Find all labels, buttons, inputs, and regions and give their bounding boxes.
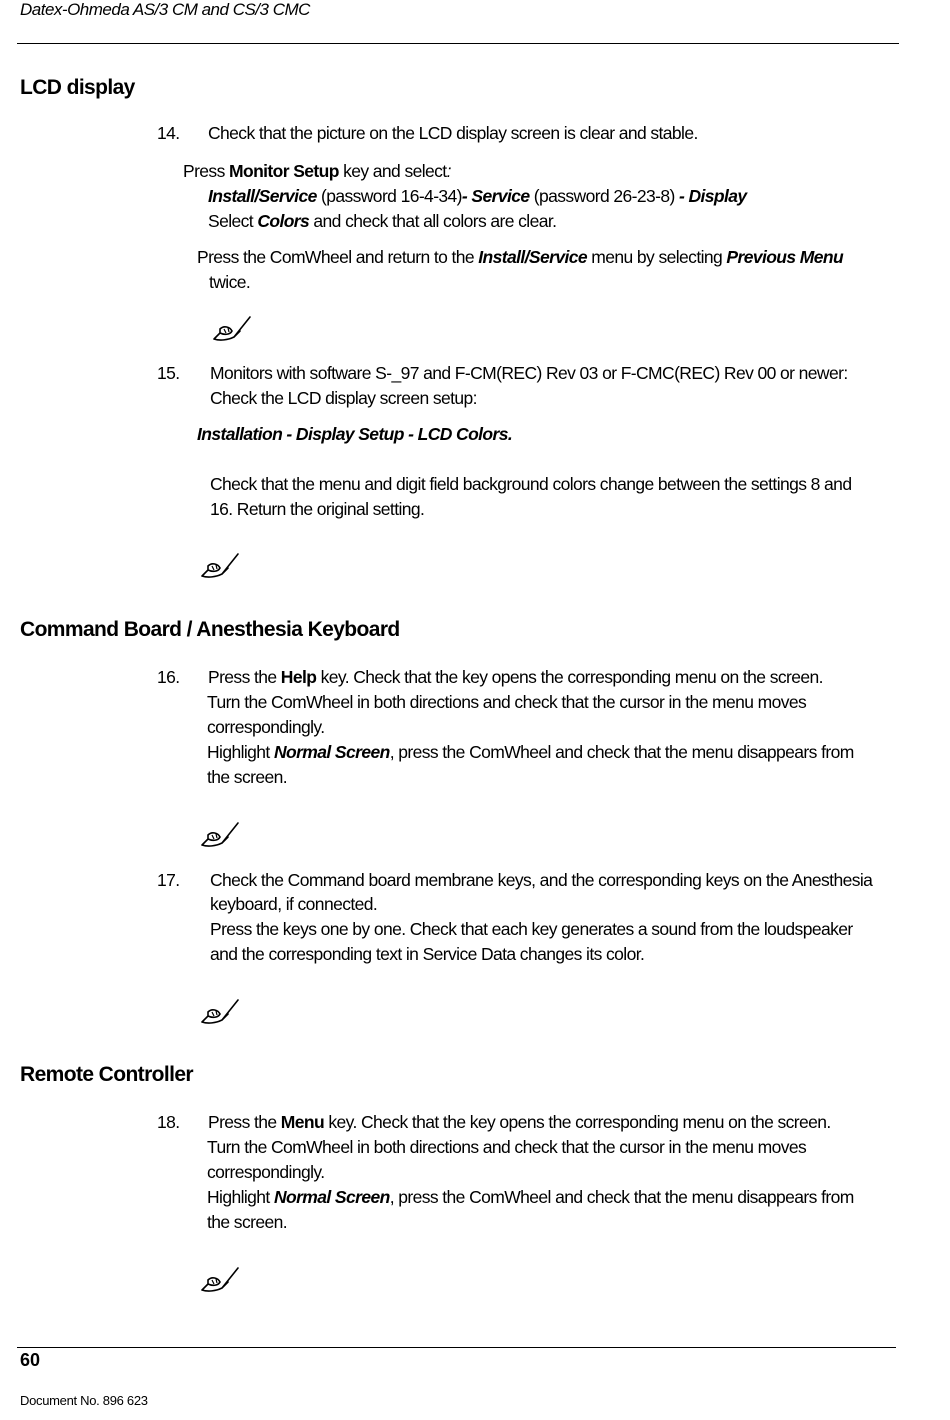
path-display: - Display	[678, 186, 747, 206]
step-14-return-line	[197, 245, 843, 270]
step-14-press-line	[183, 159, 451, 184]
writing-hand-icon	[198, 1262, 242, 1296]
highlight-normal-screen: Normal Screen	[273, 742, 390, 762]
writing-hand-icon	[198, 548, 242, 582]
step-14-text: Check that the picture on the LCD display screen is clear and stable.	[208, 123, 698, 143]
step-15-check-2: 16. Return the original setting.	[210, 499, 425, 519]
step-16-turn-2: correspondingly.	[207, 717, 325, 737]
press-prefix: Press	[183, 161, 229, 181]
step-17-line-4: and the corresponding text in Service Data changes its color.	[210, 944, 645, 964]
step-18-turn-2: correspondingly.	[207, 1162, 325, 1182]
step-17-line-1: Check the Command board membrane keys, and the corresponding keys on the Anesthesia	[210, 870, 873, 890]
section-heading-command-board: Command Board / Anesthesia Keyboard	[20, 618, 400, 641]
step-number-16: 16.	[157, 667, 180, 687]
step-14-twice: twice.	[209, 272, 251, 292]
section-heading-lcd: LCD display	[20, 76, 135, 99]
step-18-press-line	[208, 1110, 831, 1135]
press-prefix: Press the	[208, 667, 281, 687]
path-password-1: (password 16-4-34)	[316, 186, 462, 206]
press-suffix: key and select	[338, 161, 447, 181]
writing-hand-icon	[210, 311, 254, 345]
footer-rule	[17, 1347, 896, 1348]
highlight-normal-screen: Normal Screen	[273, 1187, 390, 1207]
press-suffix: key. Check that the key opens the corresponding menu on the screen.	[316, 667, 823, 687]
writing-hand-icon	[198, 994, 242, 1028]
step-17-line-2: keyboard, if connected.	[210, 894, 378, 914]
select-suffix: and check that all colors are clear.	[309, 211, 557, 231]
menu-key: Menu	[280, 1112, 325, 1132]
highlight-prefix: Highlight	[207, 1187, 274, 1207]
step-15-line-1: Monitors with software S-_97 and F-CM(REC) Rev 03 or F-CMC(REC) Rev 00 or newer:	[210, 363, 848, 383]
step-15-menu-path: Installation - Display Setup - LCD Colors.	[197, 424, 513, 444]
select-colors: Colors	[257, 211, 310, 231]
step-18-end: the screen.	[207, 1212, 287, 1232]
monitor-setup-key: Monitor Setup	[229, 161, 339, 181]
section-heading-remote-controller: Remote Controller	[20, 1063, 193, 1086]
step-number-18: 18.	[157, 1112, 180, 1132]
press-prefix: Press the	[208, 1112, 281, 1132]
step-17-line-3: Press the keys one by one. Check that each key generates a sound from the loudspeaker	[210, 919, 853, 939]
path-install-service: Install/Service	[208, 186, 317, 206]
step-16-highlight-line	[207, 740, 854, 765]
running-header: Datex-Ohmeda AS/3 CM and CS/3 CMC	[20, 0, 310, 19]
step-number-14: 14.	[157, 123, 180, 143]
header-rule	[17, 43, 899, 44]
return-previous-menu: Previous Menu	[726, 247, 844, 267]
step-15-check-1: Check that the menu and digit field background colors change between the settings 8 and	[210, 474, 852, 494]
document-number: Document No. 896 623	[20, 1393, 148, 1408]
step-15-line-2: Check the LCD display screen setup:	[210, 388, 477, 408]
step-14-select-line	[208, 209, 556, 234]
return-mid: menu by selecting	[587, 247, 727, 267]
press-suffix: key. Check that the key opens the corresponding menu on the screen.	[324, 1112, 831, 1132]
step-number-17: 17.	[157, 870, 180, 890]
highlight-suffix: , press the ComWheel and check that the menu disappears from	[389, 1187, 854, 1207]
step-number-15: 15.	[157, 363, 180, 383]
step-18-turn-1: Turn the ComWheel in both directions and check that the cursor in the menu moves	[207, 1137, 807, 1157]
help-key: Help	[280, 667, 317, 687]
highlight-suffix: , press the ComWheel and check that the menu disappears from	[389, 742, 854, 762]
return-install-service: Install/Service	[478, 247, 588, 267]
press-colon: :	[446, 161, 451, 181]
step-16-end: the screen.	[207, 767, 287, 787]
step-14-menu-path	[208, 184, 747, 209]
writing-hand-icon	[198, 817, 242, 851]
path-password-2: (password 26-23-8)	[529, 186, 679, 206]
highlight-prefix: Highlight	[207, 742, 274, 762]
step-16-turn-1: Turn the ComWheel in both directions and check that the cursor in the menu moves	[207, 692, 807, 712]
select-prefix: Select	[208, 211, 258, 231]
step-16-press-line	[208, 665, 823, 690]
path-service: - Service	[461, 186, 530, 206]
step-18-highlight-line	[207, 1185, 854, 1210]
page-number: 60	[20, 1350, 41, 1370]
return-prefix: Press the ComWheel and return to the	[197, 247, 479, 267]
